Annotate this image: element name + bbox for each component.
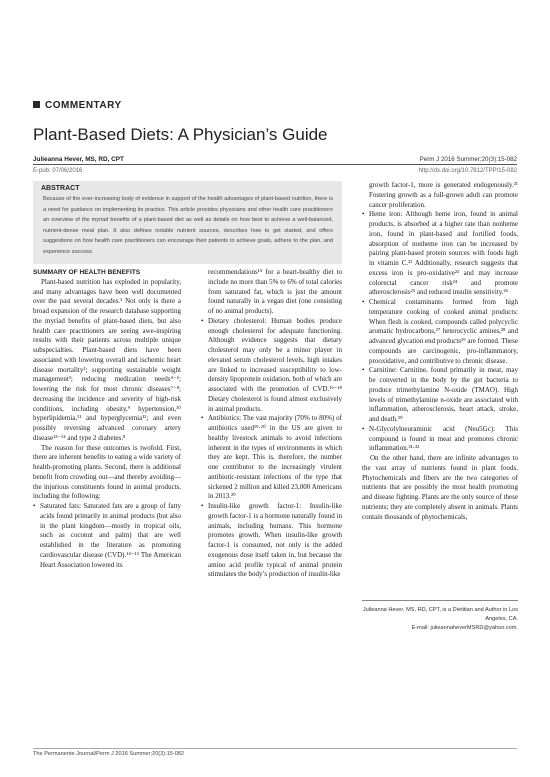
section-label bbox=[33, 100, 122, 111]
author-byline: Julieanna Hever, MS, RD, CPT bbox=[33, 156, 124, 163]
footnote-rule bbox=[362, 600, 518, 601]
abstract-heading: ABSTRACT bbox=[41, 185, 80, 192]
article-title: Plant-Based Diets: A Physician’s Guide bbox=[33, 125, 328, 144]
paragraph: recommendations¹⁵ for a heart-healthy diet to include no more than 5% to 6% of total calories from saturated fat, which is just the amount found naturally in a vegan diet (one consisting of no animal products). bbox=[208, 268, 342, 315]
bullet-item: • N-Glycolylneuraminic acid (Neu5Gc): This compound is found in meat and promotes chronic inflammation.³¹·³² bbox=[362, 425, 518, 454]
author-affiliation: Julieanna Hever, MS, RD, CPT, is a Dietitian and Author in Los Angeles, CA. bbox=[362, 607, 518, 622]
author-email[interactable]: E-mail: julieannaheverMSRD@yahoo.com. bbox=[411, 625, 518, 631]
bullet-list bbox=[201, 317, 342, 580]
citation: Perm J 2016 Summer;20(3):15-082 bbox=[419, 156, 517, 163]
paragraph: On the other hand, there are infinite advantages to the vast array of nutrients found in plant foods. Phytochemicals and fibers are the two categories of nutrients that are possibly the most health promoting and disease fighting. Plants are the only source of these nutrients; they are completely absent in animals. Plants contain thousands of phytochemicals, bbox=[362, 454, 518, 521]
section-label-text: COMMENTARY bbox=[45, 100, 122, 111]
bullet-list bbox=[33, 502, 181, 570]
column-3 bbox=[362, 181, 518, 522]
author-note bbox=[362, 606, 518, 633]
bullet-item: • Heme iron: Although heme iron, found in animal products, is absorbed at a higher rate than nonheme iron, found in plant-based and fortified foods, absorption of nonheme iron can be increased by pairing plant-based protein sources with foods high in vitamin C.²² Additionally, research suggests that excess iron is pro-oxidative²³ and may increase colorectal cancer risk²⁴ and promote atherosclerosis²⁵ and reduced insulin sensitivity.²⁶ bbox=[362, 210, 518, 298]
doi-link[interactable]: http://dx.doi.org/10.7812/TPP/15-082 bbox=[418, 168, 517, 174]
section-heading: SUMMARY OF HEALTH BENEFITS bbox=[33, 269, 141, 276]
bullet-item: • Antibiotics: The vast majority (70% to 80%) of antibiotics used¹⁹·²⁰ in the US are given to healthy livestock animals to avoid infections inherent in the types of environments in which they are kept. This is, therefore, the number one contributor to the increasingly virulent antibiotic-resistant infections of the type that sickened 2 million and killed 23,000 Americans in 2013.²⁰ bbox=[201, 414, 342, 502]
paragraph: growth factor-1, more is generated endogenously.²¹ Fostering growth as a full-grown adult can promote cancer proliferation. bbox=[369, 181, 518, 209]
footer-rule bbox=[33, 748, 517, 749]
abstract-box bbox=[33, 181, 342, 264]
bullet-item: • Chemical contaminants formed from high temperature cooking of cooked animal products: When flesh is cooked, compounds called polycyclic aromatic hydrocarbons,²⁷ heterocyclic amines,²⁸ and advanced glycation end products²⁹ are formed. These compounds are carcinogenic, pro-inflammatory, prooxidative, and contributive to chronic disease. bbox=[362, 298, 518, 366]
abstract-body: Because of the ever-increasing body of evidence in support of the health advantages of plant-based nutrition, there is a need for guidance on implementing its practice. This article provides physicians and other health care practitioners an overview of the myriad benefits of a plant-based diet as well as details on how best to achieve a well-balanced, nutrient-dense meal plan. It also defines notable nutrient sources, describes how to get started, and offers suggestions on how health care practitioners can encourage their patients to achieve goals, adhere to the plan, and experience success. bbox=[43, 196, 333, 255]
column-1 bbox=[33, 268, 181, 570]
bullet-item: • Insulin-like growth factor-1: Insulin-like growth factor-1 is a hormone naturally found in animals, including humans. This hormone promotes growth. When insulin-like growth factor-1 is consumed, not only is the added exogenous dose itself taken in, but because the amino acid profile typical of animal protein stimulates the body’s production of insulin-like bbox=[201, 502, 342, 580]
paragraph: Plant-based nutrition has exploded in popularity, and many advantages have been well documented over the past several decades.¹ Not only is there a broad expansion of the research database supporting the myriad benefits of plant-based diets, but also health care practitioners are seeing awe-inspiring results with their patients across multiple unique subspecialties. Plant-based diets have been associated with lowering overall and ischemic heart disease mortality²; supporting sustainable weight management³; reducing medication needs⁴⁻⁶; lowering the risk for most chronic diseases⁷⁻⁸; decreasing the incidence and severity of high-risk conditions, including obesity,⁹ hypertension,¹⁰ hyperlipidemia,¹¹ and hyperglycemia¹²; and even possibly reversing advanced coronary artery disease¹³⁻¹⁴ and type 2 diabetes.⁸ bbox=[33, 277, 181, 442]
bullet-list bbox=[362, 210, 518, 454]
paragraph: The reason for these outcomes is twofold. First, there are inherent benefits to eating a wide variety of health-promoting plants. Second, there is additional benefit from crowding out—and thereby avoiding—the injurious constituents found in animal products, including the following: bbox=[33, 443, 181, 501]
epub-date: E-pub: 07/06/2016 bbox=[33, 168, 83, 174]
page-footer: The Permanente Journal/Perm J 2016 Summer;20(3):15-082 bbox=[33, 751, 185, 757]
bullet-item: • Carnitine: Carnitine, found primarily in meat, may be converted in the body by the gut bacteria to produce trimethylamine N-oxide (TMAO). High levels of trimethylamine n-oxide are associated with inflammation, atherosclerosis, heart attack, stroke, and death.³⁰ bbox=[362, 366, 518, 425]
bullet-item: • Dietary cholesterol: Human bodies produce enough cholesterol for adequate functioning. Although evidence suggests that dietary cholesterol may only be a minor player in elevated serum cholesterol levels, high intakes are linked to increased susceptibility to low-density lipoprotein oxidation, both of which are associated with the promotion of CVD.¹⁶⁻¹⁸ Dietary cholesterol is found almost exclusively in animal products. bbox=[201, 317, 342, 415]
section-square-icon bbox=[33, 101, 40, 108]
column-2 bbox=[201, 268, 342, 580]
header-rule bbox=[33, 164, 517, 165]
bullet-item: • Saturated fats: Saturated fats are a group of fatty acids found primarily in animal products (but also in the plant kingdom—mostly in tropical oils, such as coconut and palm) that are well established in the literature as promoting cardiovascular disease (CVD).¹⁴⁻¹⁵ The American Heart Association lowered its bbox=[33, 502, 181, 570]
